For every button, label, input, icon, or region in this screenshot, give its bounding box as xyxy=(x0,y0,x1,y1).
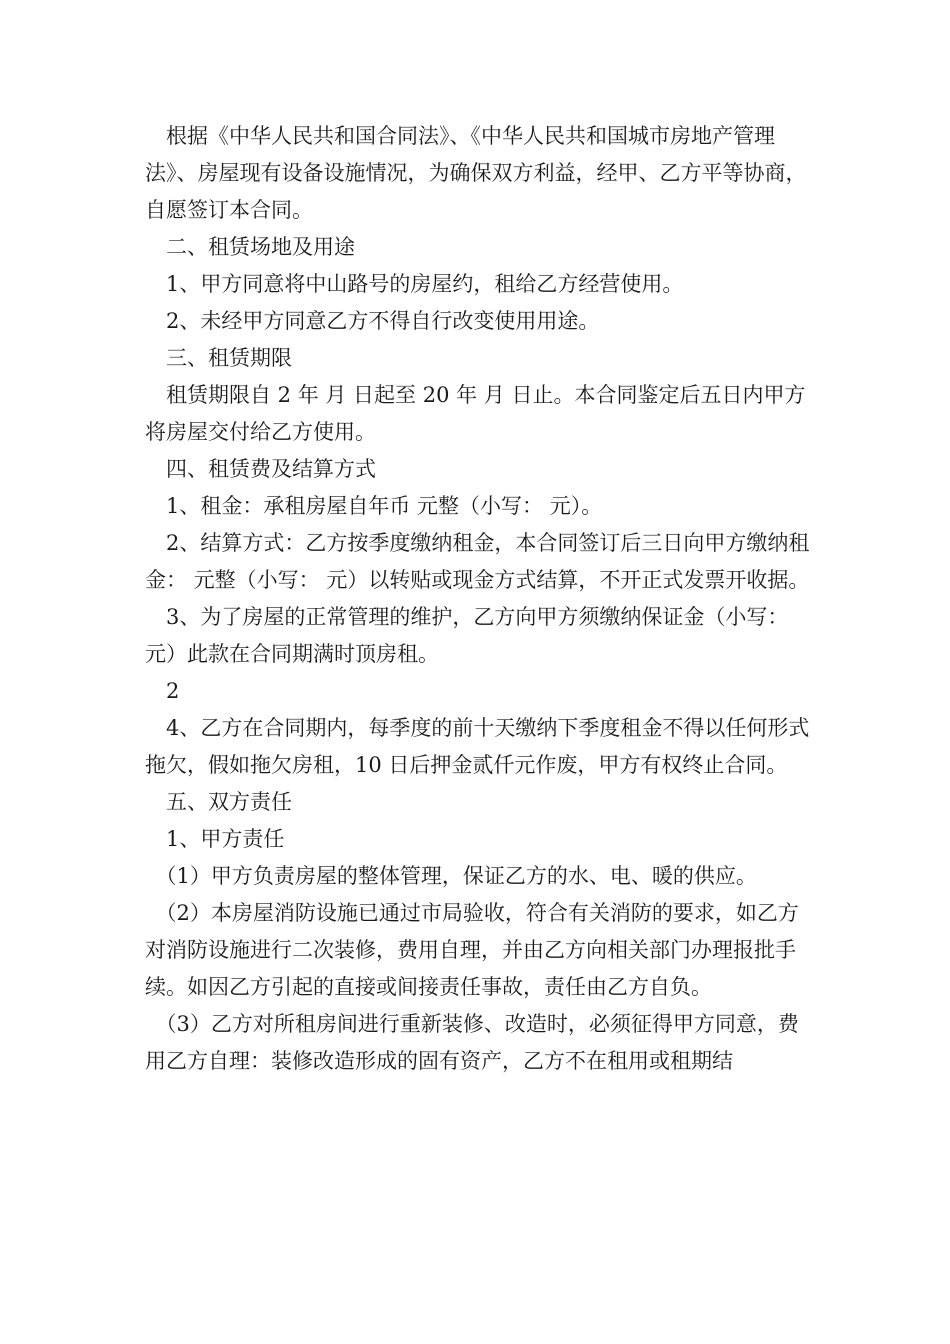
clause-premises-1: 1、甲方同意将中山路号的房屋约，租给乙方经营使用。 xyxy=(145,272,684,296)
clause-lease-term: 租赁期限自 2 年 月 日起至 20 年 月 日止。本合同鉴定后五日内甲方将房屋交付给乙方使用。 xyxy=(145,383,806,444)
section-heading-rent-settlement: 四、租赁费及结算方式 xyxy=(145,457,376,481)
paragraph-intro: 根据《中华人民共和国合同法》、《中华人民共和国城市房地产管理法》、房屋现有设备设施情况，为确保双方利益，经甲、乙方平等协商，自愿签订本合同。 xyxy=(145,124,807,222)
section-heading-responsibilities: 五、双方责任 xyxy=(145,790,292,814)
page-number: 2 xyxy=(145,679,180,703)
section-heading-lease-term: 三、租赁期限 xyxy=(145,346,292,370)
clause-rent-3: 3、为了房屋的正常管理的维护，乙方向甲方须缴纳保证金（小写： 元）此款在合同期满时顶房租。 xyxy=(145,605,796,666)
section-heading-lease-premises: 二、租赁场地及用途 xyxy=(145,235,355,259)
clause-party-a-2: （2）本房屋消防设施已通过市局验收，符合有关消防的要求，如乙方对消防设施进行二次装修，费用自理，并由乙方向相关部门办理报批手续。如因乙方引起的直接或间接责任事故，责任由乙方自负。 xyxy=(145,901,799,999)
document-body xyxy=(145,118,810,1080)
clause-party-a-3: （3）乙方对所租房间进行重新装修、改造时，必须征得甲方同意，费用乙方自理：装修改造形成的固有资产，乙方不在租用或租期结 xyxy=(145,1012,799,1073)
clause-rent-4: 4、乙方在合同期内，每季度的前十天缴纳下季度租金不得以任何形式拖欠，假如拖欠房租，10 日后押金贰仟元作废，甲方有权终止合同。 xyxy=(145,716,810,777)
subsection-party-a: 1、甲方责任 xyxy=(145,827,285,851)
clause-rent-1: 1、租金：承租房屋自年币 元整（小写： 元）。 xyxy=(145,494,603,518)
clause-rent-2: 2、结算方式：乙方按季度缴纳租金，本合同签订后三日向甲方缴纳租金： 元整（小写： 元）以转贴或现金方式结算，不开正式发票开收据。 xyxy=(145,531,810,592)
clause-premises-2: 2、未经甲方同意乙方不得自行改变使用用途。 xyxy=(145,309,600,333)
clause-party-a-1: （1）甲方负责房屋的整体管理，保证乙方的水、电、暖的供应。 xyxy=(145,864,757,888)
